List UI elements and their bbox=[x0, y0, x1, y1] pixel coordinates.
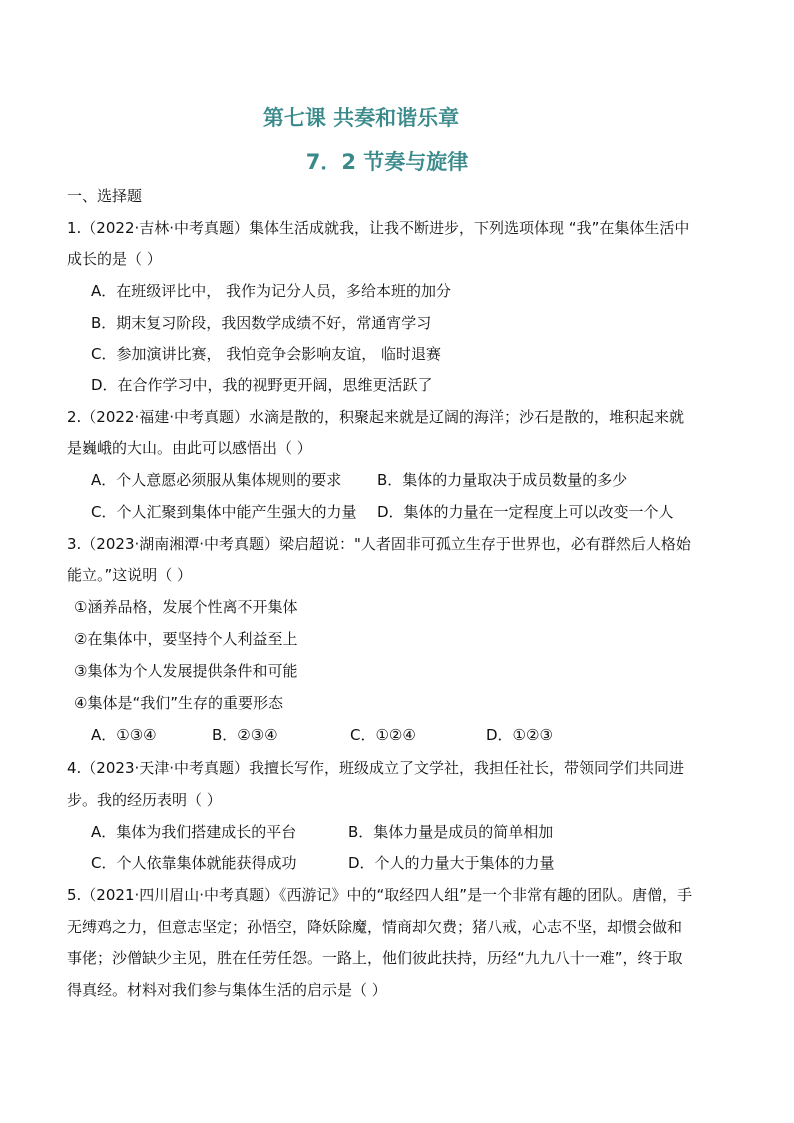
q1-option-a: A．在班级评比中， 我作为记分人员，多给本班的加分 bbox=[91, 282, 452, 300]
section-heading: 一、选择题 bbox=[67, 187, 143, 205]
q5-stem-line3: 事佬；沙僧缺少主见，胜在任劳任怨。一路上，他们彼此扶持，历经“九九八十一难”，终于取 bbox=[67, 949, 683, 967]
q2-option-a: A．个人意愿必须服从集体规则的要求 bbox=[91, 471, 342, 489]
q3-item-4: ④集体是“我们”生存的重要形态 bbox=[74, 694, 283, 712]
q4-stem-line2: 步。我的经历表明（ ） bbox=[67, 791, 222, 809]
q3-item-2: ②在集体中，要坚持个人利益至上 bbox=[74, 630, 298, 648]
q3-item-1: ①涵养品格，发展个性离不开集体 bbox=[74, 598, 298, 616]
q3-option-a: A．①③④ bbox=[91, 726, 157, 744]
q5-stem-line2: 无缚鸡之力，但意志坚定；孙悟空，降妖除魔，情商却欠费；猪八戒，心志不坚，却惯会做和 bbox=[67, 918, 683, 936]
q5-stem-line1: 5.（2021·四川眉山·中考真题）《西游记》中的“取经四人组”是一个非常有趣的团队。唐僧，手 bbox=[67, 886, 693, 904]
q2-option-d: D．集体的力量在一定程度上可以改变一个人 bbox=[377, 503, 674, 521]
q3-item-3: ③集体为个人发展提供条件和可能 bbox=[74, 662, 298, 680]
q3-option-c: C．①②④ bbox=[350, 726, 416, 744]
q1-option-c: C．参加演讲比赛， 我怕竞争会影响友谊， 临时退赛 bbox=[91, 345, 442, 363]
lesson-title: 第七课 共奏和谐乐章 bbox=[262, 106, 460, 130]
q4-stem-line1: 4.（2023·天津·中考真题）我擅长写作，班级成立了文学社，我担任社长，带领同学们共同进 bbox=[67, 759, 685, 777]
q3-option-d: D．①②③ bbox=[486, 726, 553, 744]
q2-stem-line1: 2.（2022·福建·中考真题）水滴是散的，积聚起来就是辽阔的海洋；沙石是散的，堆积起来就 bbox=[67, 408, 685, 426]
q1-option-b: B．期末复习阶段，我因数学成绩不好，常通宵学习 bbox=[91, 314, 432, 332]
q1-option-d: D．在合作学习中，我的视野更开阔，思维更活跃了 bbox=[91, 376, 433, 394]
q2-stem-line2: 是巍峨的大山。由此可以感悟出（ ） bbox=[67, 439, 312, 457]
q2-option-b: B．集体的力量取决于成员数量的多少 bbox=[377, 471, 628, 489]
q4-option-b: B．集体力量是成员的简单相加 bbox=[348, 823, 554, 841]
q3-option-b: B．②③④ bbox=[212, 726, 278, 744]
q4-option-d: D．个人的力量大于集体的力量 bbox=[348, 854, 555, 872]
q4-option-a: A．集体为我们搭建成长的平台 bbox=[91, 823, 297, 841]
q1-stem-line2: 成长的是（ ） bbox=[67, 250, 162, 268]
q2-option-c: C．个人汇聚到集体中能产生强大的力量 bbox=[91, 503, 357, 521]
q3-stem-line2: 能立。”这说明（ ） bbox=[67, 566, 193, 584]
q4-option-c: C．个人依靠集体就能获得成功 bbox=[91, 854, 297, 872]
q5-stem-line4: 得真经。材料对我们参与集体生活的启示是（ ） bbox=[67, 981, 387, 999]
q3-stem-line1: 3.（2023·湖南湘潭·中考真题）梁启超说："人者固非可孤立生存于世界也，必有群然后人格始 bbox=[67, 535, 691, 553]
q1-stem-line1: 1.（2022·吉林·中考真题）集体生活成就我，让我不断进步，下列选项体现 “我”在集体生活中 bbox=[67, 219, 690, 237]
lesson-subtitle: 7．2 节奏与旋律 bbox=[305, 150, 469, 174]
